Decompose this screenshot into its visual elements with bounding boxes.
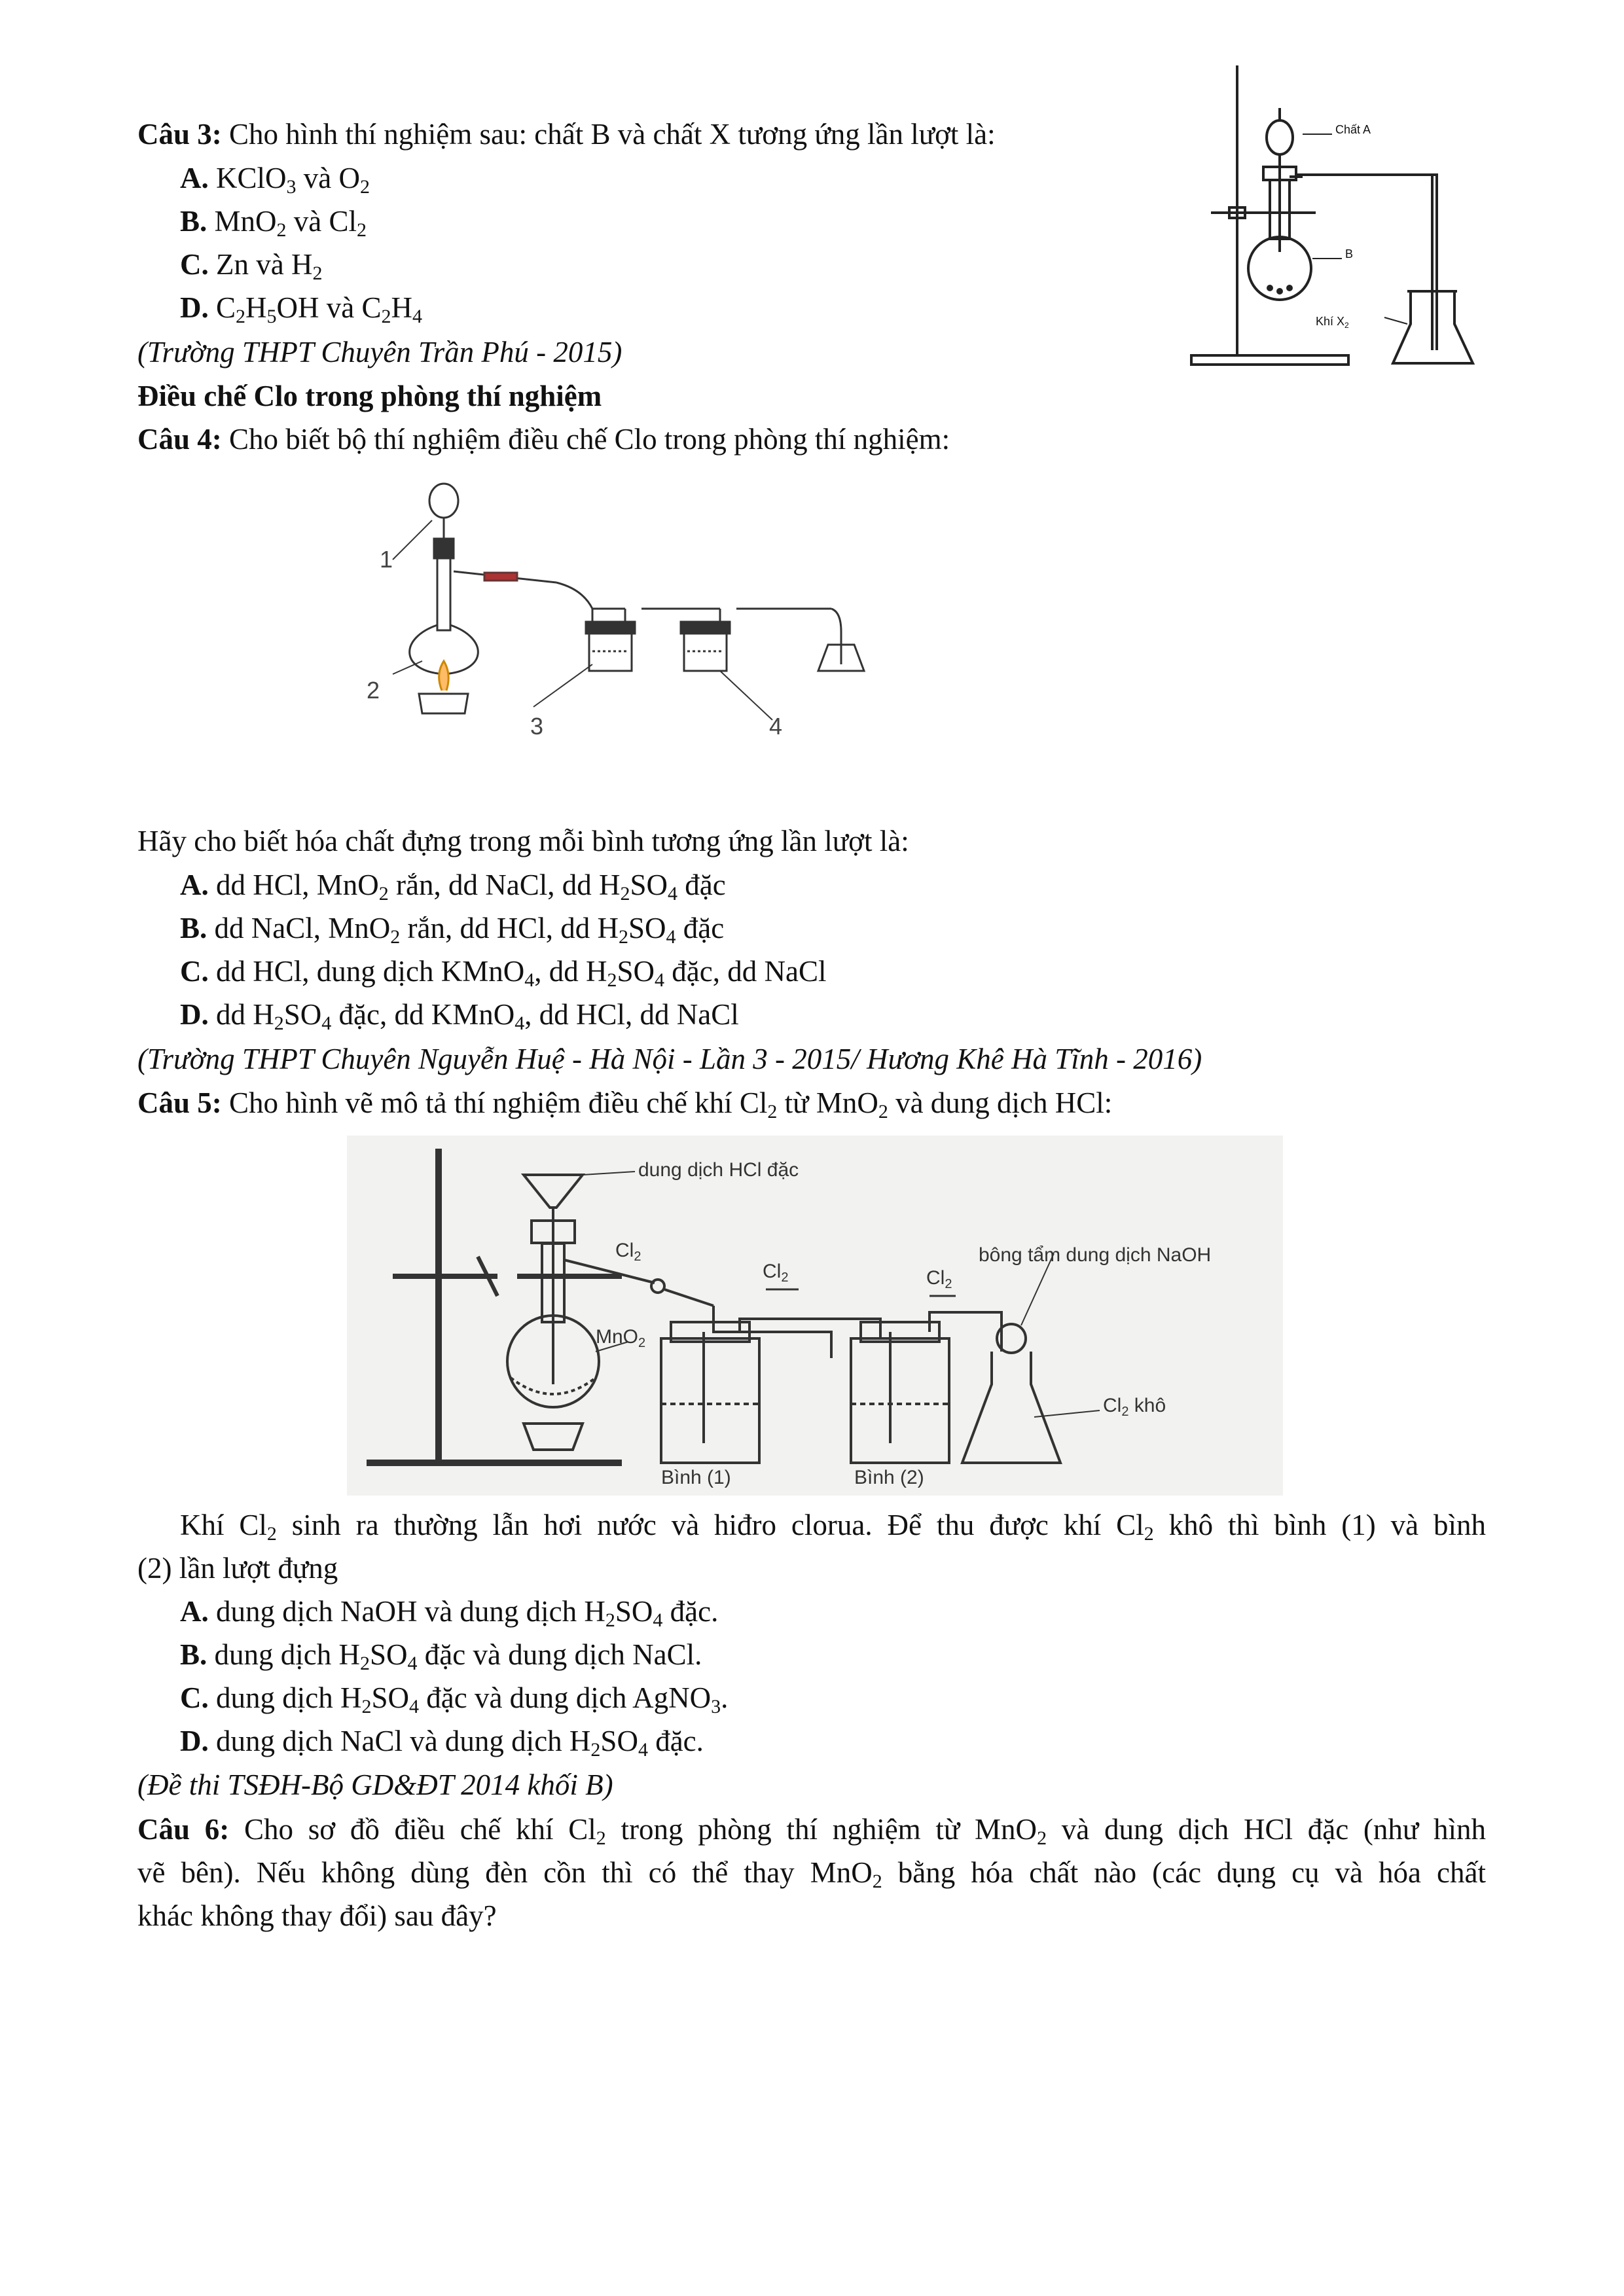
label-binh-1: Bình (1) (661, 1467, 731, 1488)
subscript: 2 (361, 1696, 372, 1717)
q5-text: từ MnO (777, 1086, 878, 1119)
burner (419, 694, 468, 713)
subscript: 2 (1037, 1827, 1047, 1849)
subscript: 2 (620, 883, 630, 905)
q5-source: (Đề thi TSĐH-Bộ GD&ĐT 2014 khối B) (137, 1768, 613, 1801)
dropping-funnel (524, 1175, 583, 1208)
label-text: Cl (615, 1240, 634, 1261)
q4-question: Hãy cho biết hóa chất đựng trong mỗi bình tương ứng lần lượt là: (137, 825, 909, 857)
option-text: đặc và dung dịch AgNO (419, 1681, 712, 1714)
subscript: 2 (378, 883, 389, 905)
option-text: C (216, 291, 236, 324)
subscript: 2 (357, 219, 367, 241)
label-text: Cl (763, 1261, 782, 1282)
collection-flask (962, 1352, 1060, 1463)
subscript: 2 (596, 1827, 606, 1849)
option-text: đặc. (662, 1595, 719, 1628)
option-letter: A. (180, 869, 209, 901)
label-text: Cl (1103, 1395, 1122, 1416)
option-text: KClO (216, 162, 287, 194)
subscript: 2 (781, 1270, 789, 1285)
figure-label-2: 2 (367, 677, 380, 704)
option-text: dd HCl, MnO (216, 869, 379, 901)
subscript: 2 (1121, 1405, 1129, 1419)
q3-option-a[interactable] (180, 158, 370, 198)
q3-option-d[interactable] (180, 288, 422, 327)
q6-text: trong phòng thí nghiệm từ MnO (605, 1813, 1038, 1846)
option-text: dung dịch NaCl và dung dịch H (216, 1725, 591, 1757)
option-text: H (245, 291, 267, 324)
q5-text: và dung dịch HCl: (888, 1086, 1113, 1119)
subscript: 4 (655, 969, 665, 991)
option-text: dung dịch H (214, 1638, 360, 1671)
option-text: rắn, dd NaCl, dd H (388, 869, 621, 901)
subscript: 2 (312, 262, 323, 284)
option-text: SO (630, 869, 668, 901)
subscript: 2 (607, 969, 617, 991)
q4-apparatus-figure (367, 475, 903, 749)
label-binh-2: Bình (2) (854, 1467, 924, 1488)
option-text: và Cl (286, 205, 357, 238)
q3-option-b[interactable] (180, 202, 367, 241)
q4-text: Cho biết bộ thí nghiệm điều chế Clo trong phòng thí nghiệm: (229, 423, 950, 456)
option-text: SO (628, 912, 666, 944)
q5-label: Câu 5: (137, 1086, 222, 1119)
subscript: 2 (1144, 1523, 1154, 1545)
option-text: SO (283, 998, 322, 1031)
option-text: đặc, dd NaCl (664, 955, 827, 988)
option-letter: C. (180, 955, 209, 988)
option-text: OH và C (276, 291, 382, 324)
label-text: MnO (596, 1326, 639, 1348)
burner (524, 1424, 583, 1450)
subscript: 4 (668, 883, 678, 905)
subscript: 2 (945, 1277, 952, 1291)
option-text: dd H (216, 998, 274, 1031)
option-letter: A. (180, 162, 209, 194)
subscript: 4 (666, 926, 676, 948)
subscript: 2 (878, 1101, 888, 1122)
option-text: đặc (676, 912, 725, 944)
option-text: đặc (677, 869, 726, 901)
subscript: 2 (1344, 321, 1349, 330)
q5-option-b[interactable] (180, 1635, 702, 1674)
q5-apparatus-figure (347, 1136, 1283, 1496)
subscript: 2 (381, 306, 391, 327)
option-text: . (721, 1681, 729, 1714)
figure-label-3: 3 (530, 713, 544, 740)
subscript: 2 (605, 1609, 615, 1631)
q6-line1 (137, 1810, 1486, 1849)
q6-text: bằng hóa chất nào (các dụng cụ và hóa chất (882, 1856, 1486, 1889)
option-text: SO (617, 955, 655, 988)
subscript: 4 (407, 1653, 418, 1674)
subscript: 4 (653, 1609, 663, 1631)
q4-option-d[interactable] (180, 995, 739, 1034)
subscript: 2 (872, 1871, 882, 1892)
subscript: 4 (524, 969, 535, 991)
subscript: 4 (409, 1696, 420, 1717)
stand-base (1191, 355, 1348, 365)
option-text: MnO (214, 205, 277, 238)
bottle-2 (851, 1338, 949, 1463)
label-khi-x (1316, 314, 1349, 329)
q4-option-a[interactable] (180, 865, 726, 905)
subscript: 4 (321, 1013, 332, 1034)
dropping-funnel (1267, 120, 1293, 154)
label-hcl: dung dịch HCl đặc (638, 1159, 799, 1181)
paragraph-text: sinh ra thường lẫn hơi nước và hiđro clorua. Để thu được khí Cl (276, 1509, 1144, 1541)
label-text: Cl (926, 1267, 945, 1289)
option-letter: B. (180, 205, 208, 238)
subscript: 2 (590, 1739, 601, 1761)
subscript: 2 (634, 1249, 641, 1264)
paragraph-text: Khí Cl (180, 1509, 267, 1541)
option-text: Zn và H (216, 248, 313, 281)
option-letter: C. (180, 248, 209, 281)
label-cl2-c (926, 1266, 952, 1290)
subscript: 2 (767, 1101, 778, 1122)
option-letter: D. (180, 291, 209, 324)
option-letter: D. (180, 1725, 209, 1757)
option-text: dd HCl, dung dịch KMnO (216, 955, 525, 988)
label-mno2 (596, 1325, 645, 1349)
q3-stem (137, 115, 996, 154)
option-letter: B. (180, 912, 208, 944)
paragraph-text: khô thì bình (1) và bình (1153, 1509, 1486, 1541)
figure-label-1: 1 (380, 546, 393, 573)
subscript: 4 (412, 306, 422, 327)
option-text: SO (600, 1725, 638, 1757)
bottle-1 (661, 1338, 759, 1463)
q5-paragraph-line1 (180, 1505, 1486, 1545)
q6-line3: khác không thay đổi) sau đây? (137, 1899, 497, 1932)
option-text: dung dịch NaOH và dung dịch H (216, 1595, 605, 1628)
option-text: SO (370, 1638, 408, 1671)
option-letter: A. (180, 1595, 209, 1628)
q4-option-c[interactable] (180, 952, 826, 991)
subscript: 2 (360, 1653, 370, 1674)
option-text: đặc, dd KMnO (331, 998, 515, 1031)
label-chat-a: Chất A (1335, 123, 1371, 136)
q4-option-b[interactable] (180, 908, 724, 948)
subscript: 2 (266, 1523, 277, 1545)
option-letter: C. (180, 1681, 209, 1714)
q5-option-c[interactable] (180, 1678, 728, 1717)
q5-option-a[interactable] (180, 1592, 718, 1631)
figure-label-4: 4 (769, 713, 783, 740)
subscript: 2 (619, 926, 628, 948)
q6-label: Câu 6: (137, 1813, 230, 1846)
subscript: 2 (274, 1013, 284, 1034)
label-cl2-b (763, 1260, 788, 1283)
option-text: , dd HCl, dd NaCl (524, 998, 739, 1031)
option-text: dung dịch H (216, 1681, 362, 1714)
q5-paragraph-line2: (2) lần lượt đựng (137, 1552, 338, 1585)
subscript: 4 (514, 1013, 525, 1034)
subscript: 2 (236, 306, 246, 327)
q6-text: Cho sơ đồ điều chế khí Cl (244, 1813, 596, 1846)
subscript: 3 (286, 176, 297, 198)
option-text: SO (615, 1595, 653, 1628)
label-cl2-dry (1103, 1394, 1166, 1418)
label-text: Khí X (1316, 315, 1345, 328)
subscript: 2 (638, 1336, 646, 1350)
option-text: đặc và dung dịch NaCl. (417, 1638, 702, 1671)
q3-text: Cho hình thí nghiệm sau: chất B và chất X tương ứng lần lượt là: (229, 118, 996, 151)
q3-apparatus-figure (1185, 62, 1492, 376)
subscript: 2 (390, 926, 401, 948)
option-text: rắn, dd HCl, dd H (400, 912, 619, 944)
q6-line2 (137, 1853, 1486, 1892)
funnel-1 (429, 484, 458, 518)
subscript: 3 (711, 1696, 721, 1717)
subscript: 4 (638, 1739, 648, 1761)
option-text: và O (296, 162, 360, 194)
option-text: , dd H (534, 955, 607, 988)
option-text: dd NaCl, MnO (214, 912, 391, 944)
q5-text: Cho hình vẽ mô tả thí nghiệm điều chế khí Cl (229, 1086, 768, 1119)
q4-source: (Trường THPT Chuyên Nguyễn Huệ - Hà Nội - Lần 3 - 2015/ Hương Khê Hà Tĩnh - 2016) (137, 1043, 1202, 1075)
label-text: khô (1128, 1395, 1166, 1416)
subscript: 2 (276, 219, 287, 241)
option-text: H (391, 291, 412, 324)
q6-text: vẽ bên). Nếu không dùng đèn cồn thì có thể thay MnO (137, 1856, 873, 1889)
q5-stem (137, 1083, 1112, 1122)
q3-option-c[interactable] (180, 245, 322, 284)
section-title: Điều chế Clo trong phòng thí nghiệm (137, 380, 602, 412)
option-text: SO (371, 1681, 410, 1714)
q3-label: Câu 3: (137, 118, 222, 151)
q4-stem (137, 420, 950, 459)
q4-label: Câu 4: (137, 423, 222, 456)
label-cl2-a (615, 1239, 641, 1263)
q3-source: (Trường THPT Chuyên Trần Phú - 2015) (137, 336, 623, 368)
subscript: 2 (360, 176, 370, 198)
q5-option-d[interactable] (180, 1721, 704, 1761)
label-naoh: bông tẩm dung dịch NaOH (979, 1244, 1212, 1266)
option-letter: B. (180, 1638, 208, 1671)
q6-text: và dung dịch HCl đặc (như hình (1047, 1813, 1487, 1846)
option-letter: D. (180, 998, 209, 1031)
label-b: B (1345, 247, 1354, 260)
subscript: 5 (266, 306, 277, 327)
option-text: đặc. (647, 1725, 704, 1757)
